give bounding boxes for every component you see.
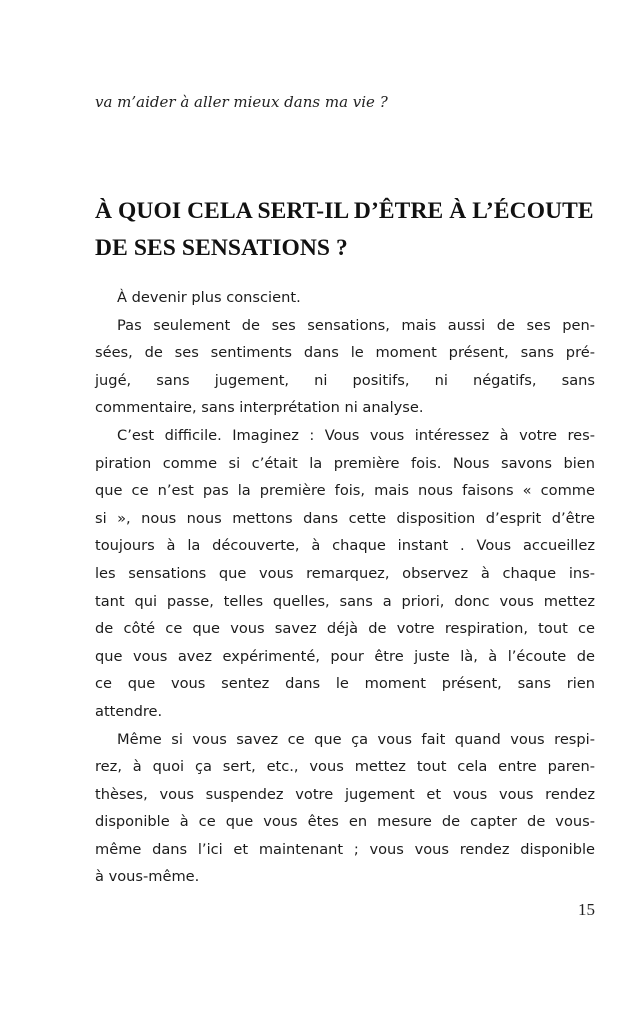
text-line: C’est difficile. Imaginez : Vous vous intéressez à votre res-: [117, 426, 595, 444]
text-line: tant qui passe, telles quelles, sans a priori, donc vous mettez: [95, 592, 595, 610]
text-line: disponible à ce que vous êtes en mesure de capter de vous-: [95, 813, 595, 831]
body-text: [95, 284, 595, 891]
text-line: Même si vous savez ce que ça vous fait quand vous respi-: [117, 730, 595, 748]
text-line: sées, de ses sentiments dans le moment présent, sans pré-: [95, 344, 595, 362]
text-line: piration comme si c’était la première fois. Nous savons bien: [95, 454, 595, 472]
text-line: à vous-même.: [95, 868, 200, 886]
page-number: 15: [578, 900, 595, 919]
text-line: À devenir plus conscient.: [117, 289, 301, 306]
text-line: si », nous nous mettons dans cette disposition d’esprit d’être: [95, 509, 595, 527]
text-line: attendre.: [95, 702, 163, 720]
section-heading-line-1: À QUOI CELA SERT-IL D’ÊTRE À L’ÉCOUTE: [95, 198, 594, 224]
intro-question: va m’aider à aller mieux dans ma vie ?: [95, 93, 388, 111]
section-heading-line-2: DE SES SENSATIONS ?: [95, 235, 348, 261]
text-line: thèses, vous suspendez votre jugement et vous vous rendez: [95, 785, 595, 803]
text-line: que ce n’est pas la première fois, mais nous faisons « comme: [95, 482, 595, 500]
text-line: que vous avez expérimenté, pour être juste là, à l’écoute de: [95, 647, 595, 665]
text-line: commentaire, sans interprétation ni analyse.: [95, 399, 424, 417]
text-line: jugé, sans jugement, ni positifs, ni négatifs, sans: [95, 371, 595, 389]
section-heading: [95, 193, 595, 267]
text-line: de côté ce que vous savez déjà de votre respiration, tout ce: [95, 620, 595, 638]
text-line: Pas seulement de ses sensations, mais aussi de ses pen-: [117, 316, 595, 334]
text-line: les sensations que vous remarquez, observez à chaque ins-: [95, 564, 595, 582]
text-line: rez, à quoi ça sert, etc., vous mettez tout cela entre paren-: [95, 758, 595, 776]
text-line: ce que vous sentez dans le moment présent, sans rien: [95, 675, 595, 693]
text-line: toujours à la découverte, à chaque instant . Vous accueillez: [95, 537, 595, 555]
text-line: même dans l’ici et maintenant ; vous vous rendez disponible: [95, 840, 595, 858]
